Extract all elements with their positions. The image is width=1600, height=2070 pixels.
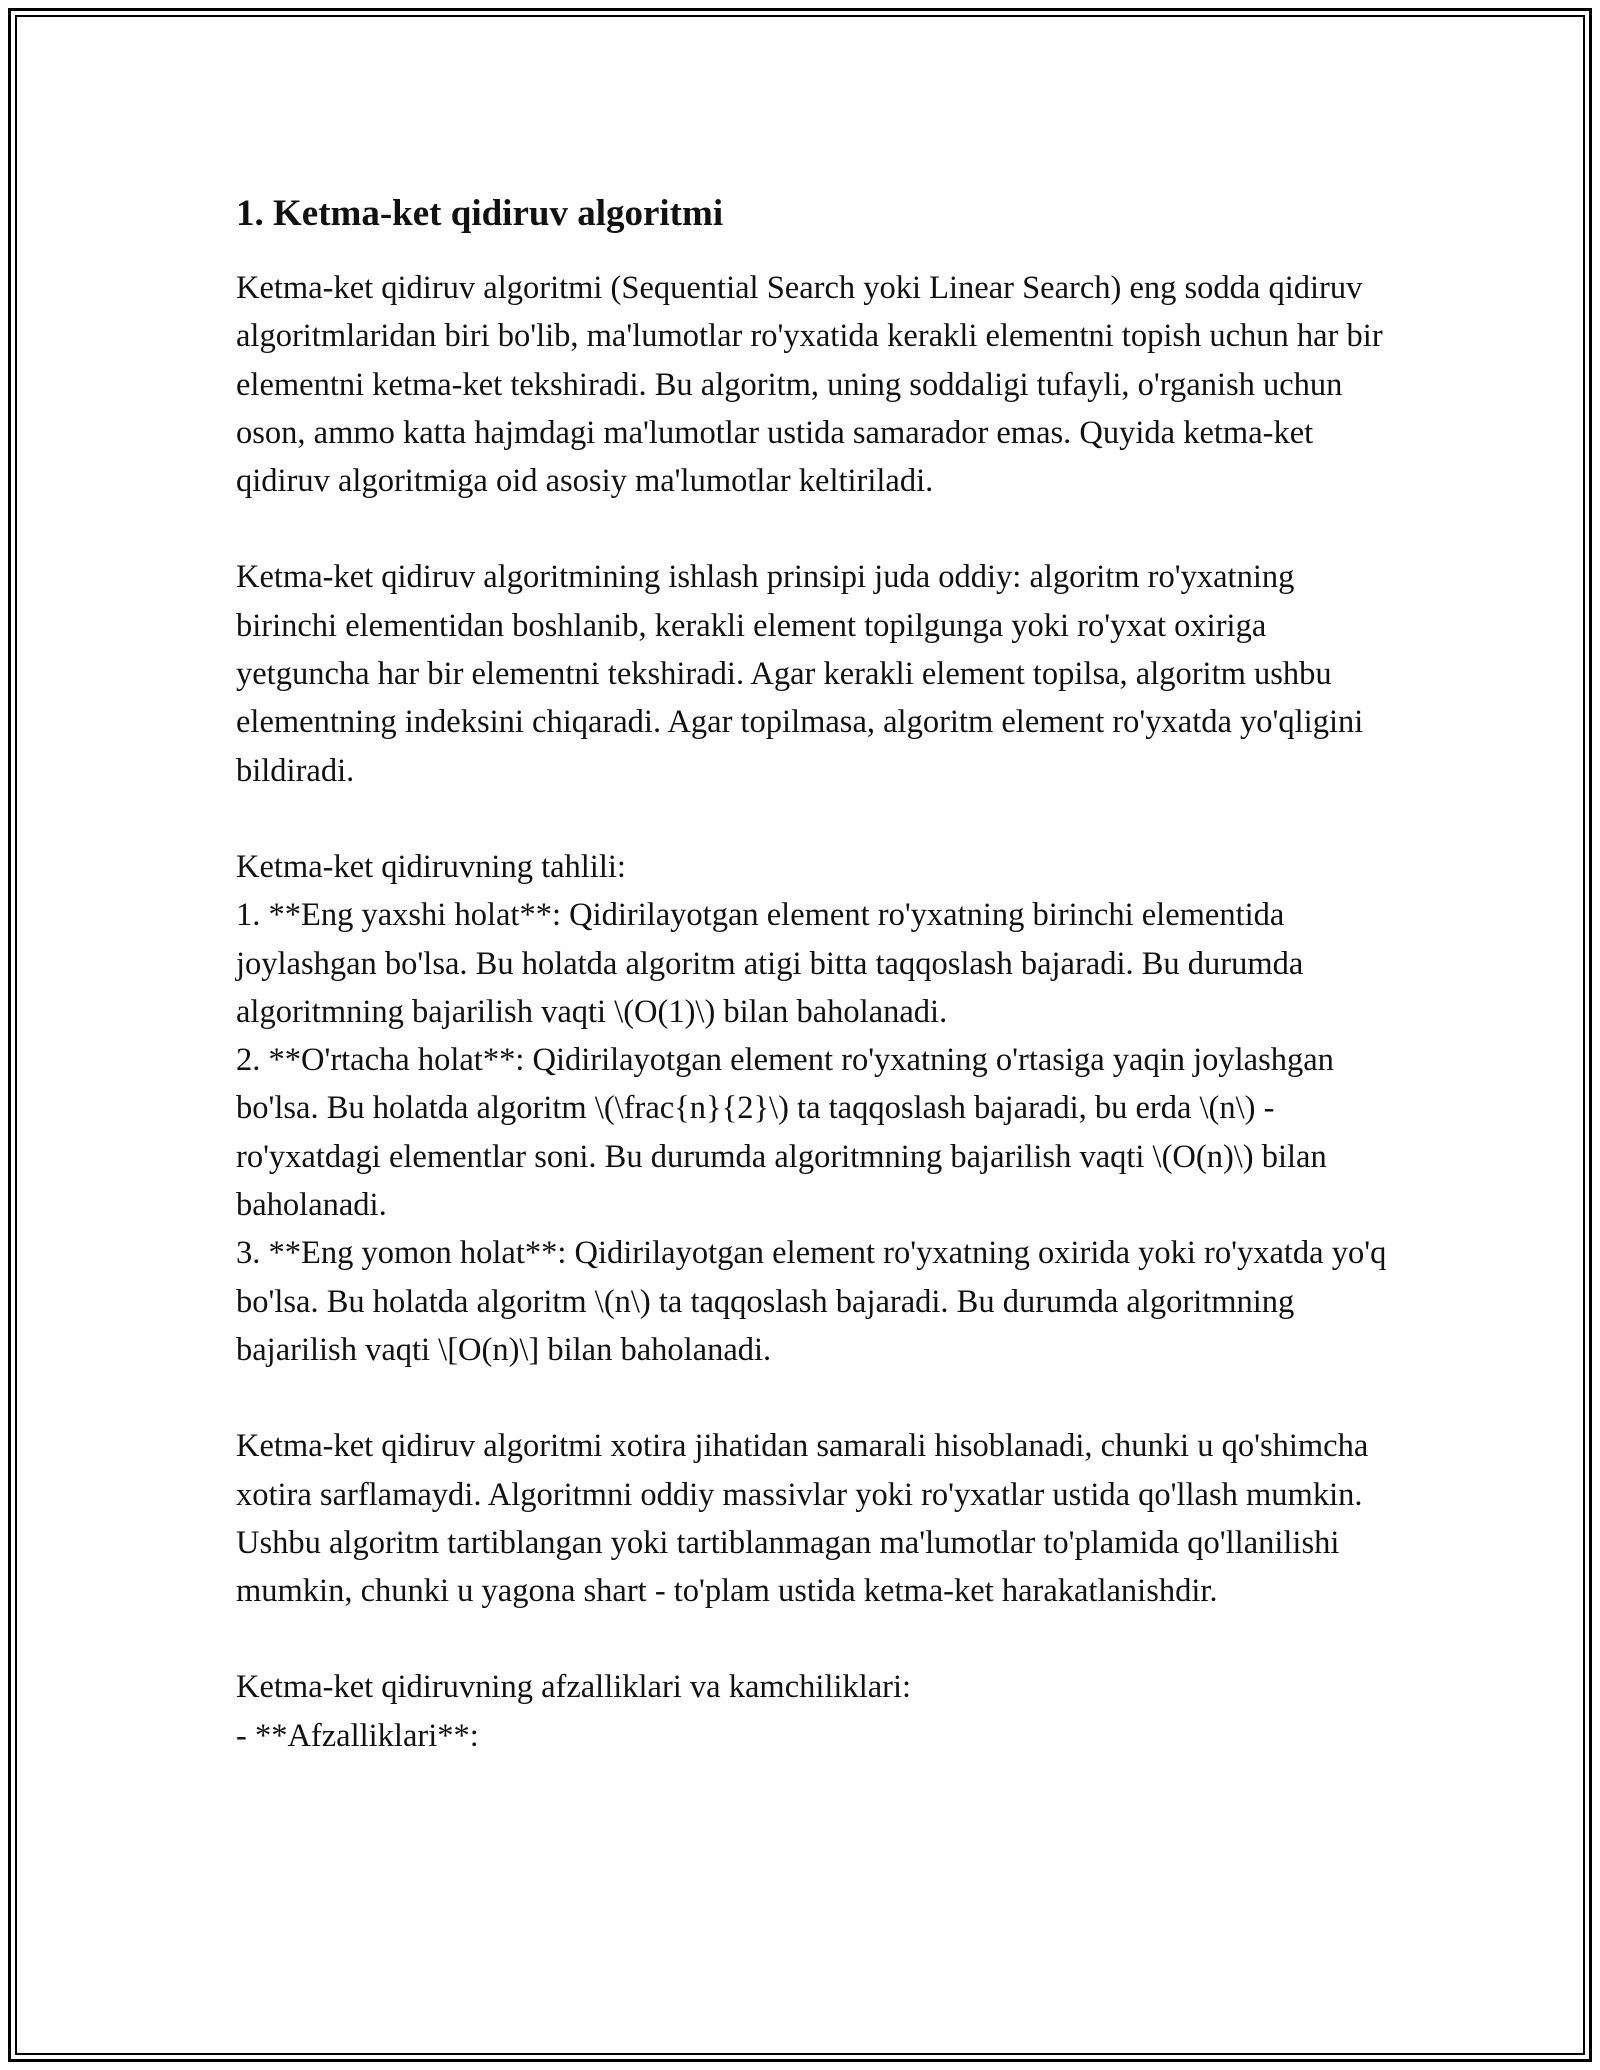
memory-paragraph: Ketma-ket qidiruv algoritmi xotira jihatidan samarali hisoblanadi, chunki u qo'shimcha xotira sarflamaydi. Algoritmni oddiy massivlar yoki ro'yxatlar ustida qo'llash mumkin. Ushbu algoritm tartiblangan yoki tartiblanmagan ma'lumotlar to'plamida qo'llanilishi mumkin, chunki u yagona shart - to'plam ustida ketma-ket harakatlanishdir.	[236, 1428, 1369, 1610]
paragraph-gap	[236, 505, 1396, 553]
analysis-item-average-case: 2. **O'rtacha holat**: Qidirilayotgan element ro'yxatning o'rtasiga yaqin joylashgan bo'lsa. Bu holatda algoritm \(\frac{n}{2}\) ta taqqoslash bajaradi, bu erda \(n\) - ro'yxatdagi elementlar soni. Bu durumda algoritmning bajarilish vaqti \(O(n)\) bilan baholanadi.	[236, 1042, 1334, 1224]
pros-cons-title: Ketma-ket qidiruvning afzalliklari va kamchiliklari:	[236, 1669, 912, 1706]
intro-paragraph: Ketma-ket qidiruv algoritmi (Sequential Search yoki Linear Search) eng sodda qidiruv algoritmlaridan biri bo'lib, ma'lumotlar ro'yxatida kerakli elementni topish uchun har bir elementni ketma-ket tekshiradi. Bu algoritm, uning soddaligi tufayli, o'rganish uchun oson, ammo katta hajmdagi ma'lumotlar ustida samarador emas. Quyida ketma-ket qidiruv algoritmiga oid asosiy ma'lumotlar keltiriladi.	[236, 270, 1383, 500]
paragraph-gap	[236, 1615, 1396, 1663]
section-heading: 1. Ketma-ket qidiruv algoritmi	[236, 193, 724, 234]
document-body	[236, 188, 1396, 1760]
analysis-item-best-case: 1. **Eng yaxshi holat**: Qidirilayotgan element ro'yxatning birinchi elementida joylashgan bo'lsa. Bu holatda algoritm atigi bitta taqqoslash bajaradi. Bu durumda algoritmning bajarilish vaqti \(O(1)\) bilan baholanadi.	[236, 897, 1304, 1030]
pros-cons-section	[236, 1663, 1396, 1760]
analysis-item-worst-case: 3. **Eng yomon holat**: Qidirilayotgan element ro'yxatning oxirida yoki ro'yxatda yo'q bo'lsa. Bu holatda algoritm \(n\) ta taqqoslash bajaradi. Bu durumda algoritmning bajarilish vaqti \[O(n)\] bilan baholanadi.	[236, 1235, 1387, 1368]
pros-item: - **Afzalliklari**:	[236, 1717, 479, 1754]
paragraph-gap	[236, 1374, 1396, 1422]
principle-paragraph: Ketma-ket qidiruv algoritmining ishlash prinsipi juda oddiy: algoritm ro'yxatning birinchi elementidan boshlanib, kerakli element topilgunga yoki ro'yxat oxiriga yetguncha har bir elementni tekshiradi. Agar kerakli element topilsa, algoritm ushbu elementning indeksini chiqaradi. Agar topilmasa, algoritm element ro'yxatda yo'qligini bildiradi.	[236, 559, 1364, 789]
analysis-section	[236, 843, 1396, 1374]
paragraph-gap	[236, 795, 1396, 843]
analysis-title: Ketma-ket qidiruvning tahlili:	[236, 848, 626, 885]
